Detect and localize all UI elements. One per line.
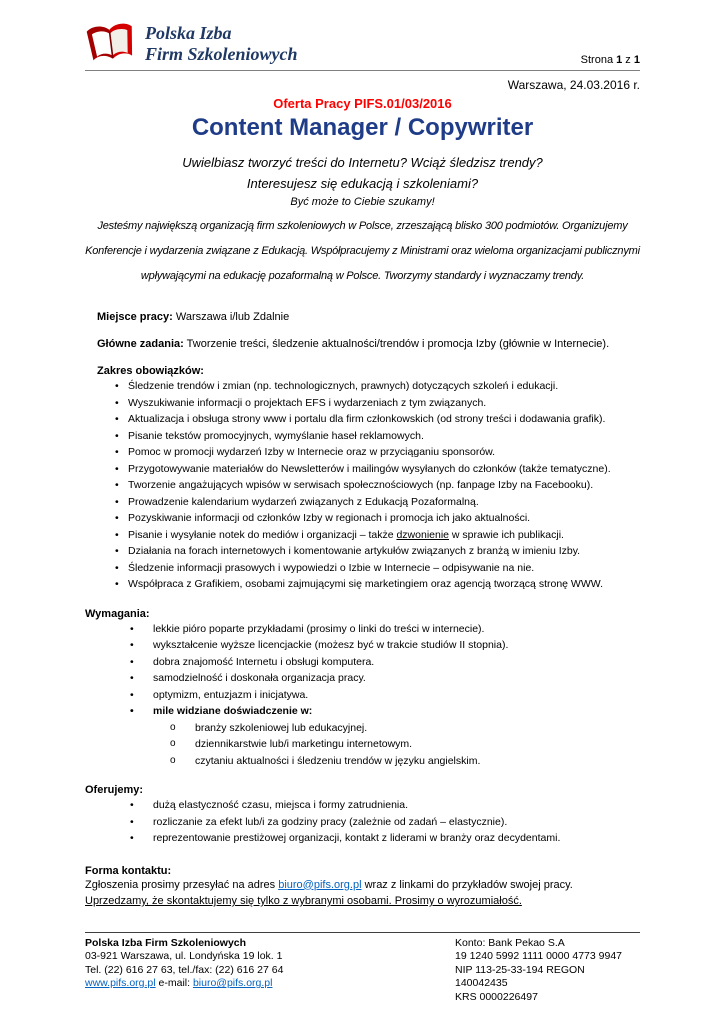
footer-legal-block	[455, 937, 640, 1005]
page-footer	[85, 932, 640, 1005]
list-item: • Pomoc w promocji wydarzeń Izby w Internecie oraz w przyciąganiu sponsorów.	[115, 444, 640, 461]
sub-list-item: o branży szkoleniowej lub edukacyjnej.	[170, 720, 640, 737]
list-item: • Wyszukiwanie informacji o projektach EFS i wydarzeniach z tym związanych.	[115, 395, 640, 412]
list-item: • rozliczanie za efekt lub/i za godziny pracy (zależnie od zadań – elastycznie).	[130, 814, 640, 831]
offer-heading: Oferujemy:	[85, 784, 144, 796]
list-item: • reprezentowanie prestiżowej organizacji, kontakt z liderami w branży oraz decydentami.	[130, 830, 640, 847]
logo-text	[145, 23, 298, 65]
main-tasks-label: Główne zadania:	[97, 338, 184, 350]
list-item: • dużą elastyczność czasu, miejsca i formy zatrudnienia.	[130, 797, 640, 814]
footer-email-label: e-mail:	[155, 977, 193, 989]
open-book-icon	[85, 20, 137, 67]
main-tasks-line	[97, 338, 640, 350]
contact-heading: Forma kontaktu:	[85, 864, 172, 877]
page-number	[581, 54, 640, 67]
duty-text-pre: Pisanie i wysyłanie notek do mediów i organizacji – także	[128, 528, 397, 541]
list-item: • wykształcenie wyższe licencjackie (możesz być w trakcie studiów II stopnia).	[130, 637, 640, 654]
intro-question-1: Uwielbiasz tworzyć treści do Internetu? Wciąż śledzisz trendy?	[182, 155, 543, 170]
list-item: • Przygotowywanie materiałów do Newsletterów i mailingów wysyłanych do członków (także tematyczne).	[115, 461, 640, 478]
footer-contact-block	[85, 937, 283, 1005]
workplace-label: Miejsce pracy:	[97, 311, 173, 323]
list-item: • Współpraca z Grafikiem, osobami zajmującymi się marketingiem oraz agencją tworzącą stronę WWW.	[115, 576, 640, 593]
footer-nip-regon: NIP 113-25-33-194 REGON 140042435	[455, 963, 585, 989]
list-item: • samodzielność i doskonała organizacja pracy.	[130, 670, 640, 687]
list-item: • optymizm, entuzjazm i inicjatywa.	[130, 687, 640, 704]
footer-account: 19 1240 5992 1111 0000 4773 9947	[455, 950, 622, 962]
list-item: • Śledzenie informacji prasowych i wypowiedzi o Izbie w Internecie – odpisywanie na nie.	[115, 560, 640, 577]
list-item	[115, 527, 640, 544]
footer-address: 03-921 Warszawa, ul. Londyńska 19 lok. 1	[85, 950, 283, 962]
page-header	[85, 20, 640, 71]
logo-line2: Firm Szkoleniowych	[145, 43, 298, 64]
sub-list-item: o dziennikarstwie lub/i marketingu internetowym.	[170, 736, 640, 753]
job-title: Content Manager / Copywriter	[191, 114, 534, 141]
contact-text-post: wraz z linkami do przykładów swojej pracy.	[361, 878, 573, 891]
footer-links-line	[85, 977, 283, 991]
page-total: 1	[633, 54, 640, 66]
requirements-sublist	[170, 720, 640, 770]
page-label: Strona	[580, 54, 617, 66]
list-item: • Aktualizacja i obsługa strony www i portalu dla firm członkowskich (od strony treści i dodawania grafik).	[115, 411, 640, 428]
logo-line1: Polska Izba	[145, 22, 232, 43]
list-item: • Prowadzenie kalendarium wydarzeń związanych z Edukacją Pozaformalną.	[115, 494, 640, 511]
footer-phones: Tel. (22) 616 27 63, tel./fax: (22) 616 27 64	[85, 963, 284, 976]
offer-code: Oferta Pracy PIFS.01/03/2016	[273, 96, 452, 111]
footer-org-name: Polska Izba Firm Szkoleniowych	[85, 936, 247, 949]
contact-text-pre: Zgłoszenia prosimy przesyłać na adres	[85, 878, 279, 891]
date-line: Warszawa, 24.03.2016 r.	[507, 78, 640, 92]
duties-heading: Zakres obowiązków:	[97, 365, 204, 377]
sub-list-item: o czytaniu aktualności i śledzeniu trendów w języku angielskim.	[170, 753, 640, 770]
requirements-heading: Wymagania:	[85, 607, 150, 620]
list-item: • Działania na forach internetowych i komentowanie artykułów związanych z branżą w imieniu Izby.	[115, 543, 640, 560]
offer-list	[130, 797, 640, 847]
list-item: • Tworzenie angażujących wpisów w serwisach społecznościowych (np. fanpage Izby na Facebooku).	[115, 477, 640, 494]
list-item: • mile widziane doświadczenie w:	[130, 703, 640, 720]
list-item: • Pozyskiwanie informacji od członków Izby w regionach i promocja ich jako aktualności.	[115, 510, 640, 527]
requirements-list	[130, 621, 640, 720]
footer-website-link[interactable]: www.pifs.org.pl	[85, 977, 156, 989]
about-paragraph: Jesteśmy największą organizacją firm szkoleniowych w Polsce, zrzeszającą blisko 300 podmiotów. Organizujemy Konferencje i wydarzenia związane z Edukacją. Współpracujemy z Ministrami oraz wieloma organizacjami publicznymi wpływającymi na edukację pozaformalną w Polsce. Tworzymy standardy i wyznaczamy trendy.	[85, 220, 640, 282]
list-item: • Śledzenie trendów i zmian (np. technologicznych, prawnych) dotyczących szkoleń i edukacji.	[115, 378, 640, 395]
duty-text-underlined: dzwonienie	[396, 528, 450, 541]
main-tasks-value: Tworzenie treści, śledzenie aktualności/trendów i promocja Izby (głównie w Internecie).	[183, 338, 610, 350]
contact-disclaimer: Uprzedzamy, że skontaktujemy się tylko z wybranymi osobami. Prosimy o wyrozumiałość.	[85, 895, 522, 907]
list-item: • lekkie pióro poparte przykładami (prosimy o linki do treści w internecie).	[130, 621, 640, 638]
page-num: 1	[616, 54, 623, 66]
workplace-value: Warszawa i/lub Zdalnie	[172, 311, 290, 323]
list-item: • Pisanie tekstów promocyjnych, wymyślanie haseł reklamowych.	[115, 428, 640, 445]
intro-question-2: Interesujesz się edukacją i szkoleniami?	[246, 176, 479, 191]
duty-text-post: w sprawie ich publikacji.	[449, 528, 564, 541]
contact-email-link[interactable]: biuro@pifs.org.pl	[278, 878, 362, 891]
workplace-line	[97, 311, 640, 323]
footer-email-link[interactable]: biuro@pifs.org.pl	[192, 977, 273, 989]
footer-bank: Konto: Bank Pekao S.A	[455, 936, 565, 949]
intro-tagline: Być może to Ciebie szukamy!	[290, 196, 435, 208]
duties-list	[115, 378, 640, 593]
page-sep: z	[622, 54, 634, 66]
pifs-logo	[85, 20, 298, 67]
footer-krs: KRS 0000226497	[455, 990, 538, 1003]
list-item: • dobra znajomość Internetu i obsługi komputera.	[130, 654, 640, 671]
contact-instruction	[85, 877, 640, 894]
